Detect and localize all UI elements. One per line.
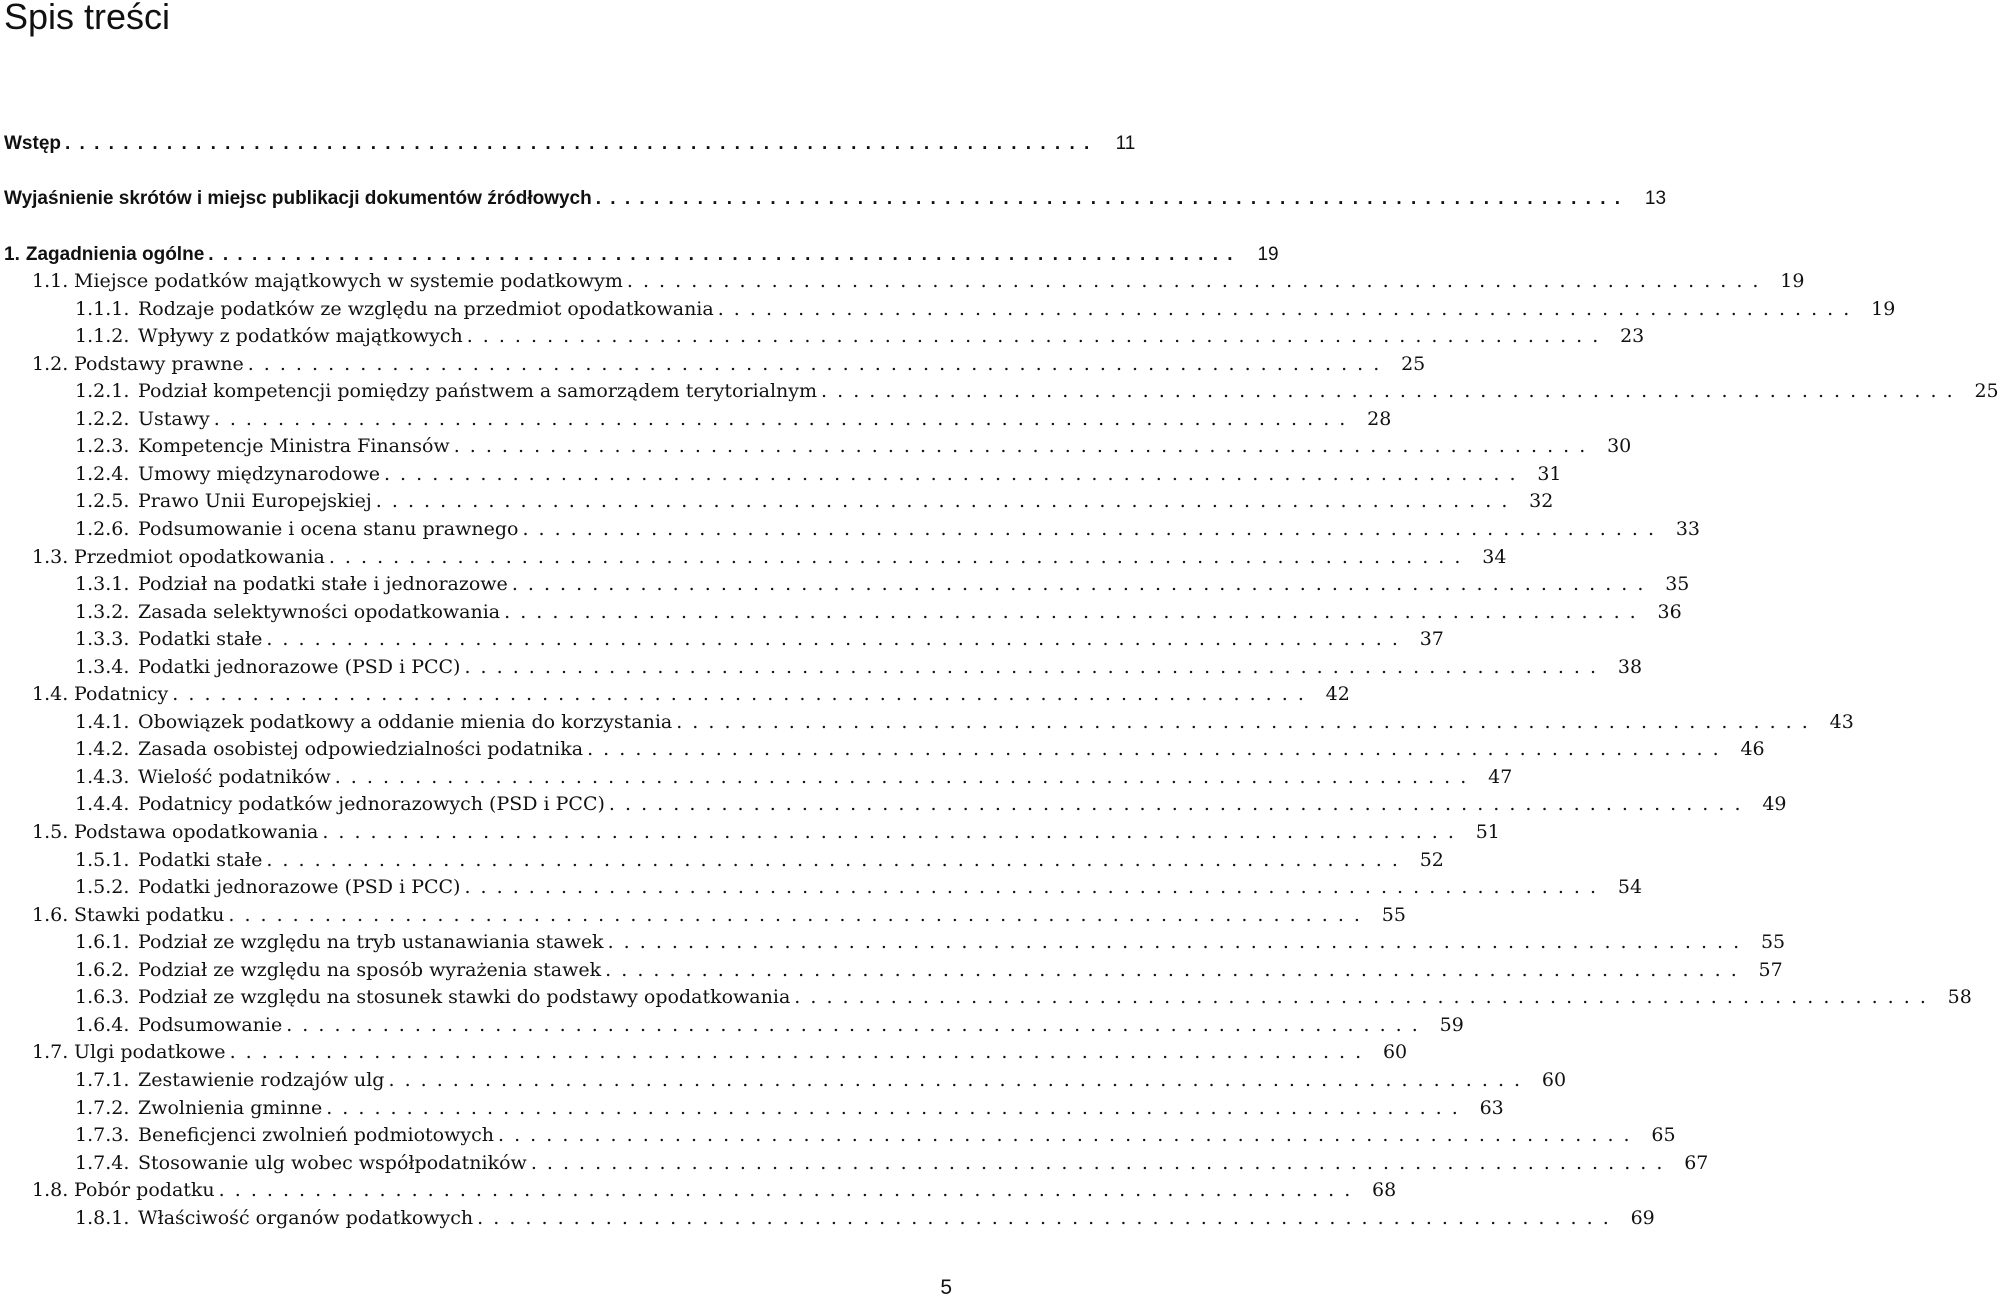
toc-entry-page: 25: [1401, 352, 1426, 375]
toc-entry[interactable]: [0, 516, 1701, 543]
toc-entry-label: Stawki podatku: [74, 903, 225, 926]
toc-entry-label: Beneficjenci zwolnień podmiotowych: [138, 1124, 494, 1147]
toc-entry-page: 69: [1630, 1206, 1655, 1229]
toc-entry-number: 1.4.2.: [75, 738, 130, 761]
dot-leader: [329, 544, 1461, 571]
toc-entry[interactable]: [0, 764, 1513, 791]
toc-entry-page: 63: [1479, 1096, 1504, 1119]
dot-leader: [718, 296, 1850, 323]
toc-entry[interactable]: [0, 1012, 1464, 1039]
toc-entry-label: Wyjaśnienie skrótów i miejsc publikacji dokumentów źródłowych: [4, 188, 592, 209]
toc-entry[interactable]: [0, 323, 1645, 350]
toc-entry-page: 67: [1684, 1151, 1709, 1174]
toc-entry-label: Obowiązek podatkowy a oddanie mienia do korzystania: [138, 710, 673, 733]
toc-entry-page: 55: [1760, 931, 1786, 954]
toc-entry[interactable]: [0, 984, 1972, 1011]
toc-entry-label: Podstawa opodatkowania: [74, 821, 319, 843]
toc-entry-label: Podział kompetencji pomiędzy państwem a samorządem terytorialnym: [138, 380, 818, 403]
toc-entry-page: 51: [1475, 821, 1500, 843]
toc-entry-label: Zestawienie rodzajów ulg: [138, 1068, 385, 1091]
toc-entry[interactable]: [0, 488, 1554, 515]
toc-entry-page: 54: [1617, 876, 1643, 899]
toc-entry-number: 1.4.: [32, 683, 69, 706]
toc-entry-number: 1.7.: [32, 1041, 69, 1064]
dot-leader: [248, 351, 1380, 378]
toc-entry-page: 42: [1325, 683, 1350, 706]
toc-entry[interactable]: [0, 902, 1406, 929]
toc-entry-page: 68: [1372, 1179, 1397, 1202]
toc-entry-label: Podatki stałe: [138, 848, 263, 871]
toc-entry-label: Wstęp: [4, 133, 61, 154]
toc-entry-number: 1.2.: [32, 352, 69, 375]
dot-leader: [228, 902, 1360, 929]
toc-entry-label: Podatnicy: [74, 683, 169, 706]
dot-leader: [384, 461, 1516, 488]
toc-entry-label: Prawo Unii Europejskiej: [138, 490, 372, 513]
toc-entry-number: 1.2.2.: [75, 407, 130, 430]
toc-entry-page: 58: [1947, 986, 1972, 1009]
toc-entry[interactable]: [0, 1122, 1676, 1149]
dot-leader: [266, 847, 1398, 874]
toc-entry-label: Podział ze względu na stosunek stawki do podstawy opodatkowania: [138, 986, 791, 1009]
toc-entry-page: 36: [1657, 600, 1682, 623]
dot-leader: [286, 1012, 1418, 1039]
toc-entry-number: 1.3.1.: [75, 573, 130, 596]
toc-entry-number: 1.2.4.: [75, 462, 130, 485]
toc-entry[interactable]: [0, 571, 1690, 598]
toc-entry[interactable]: [0, 709, 1854, 736]
toc-entry[interactable]: [0, 1039, 1408, 1066]
toc-entry[interactable]: [0, 544, 1507, 571]
toc-entry-label: Podział na podatki stałe i jednorazowe: [138, 573, 508, 596]
dot-leader: [454, 433, 1586, 460]
toc-entry-label: Pobór podatku: [74, 1179, 215, 1202]
dot-leader: [464, 874, 1596, 901]
toc-entry-label: Umowy międzynarodowe: [138, 462, 380, 485]
toc-entry[interactable]: [0, 1177, 1397, 1204]
dot-leader: [214, 406, 1346, 433]
toc-entry-number: 1.6.3.: [75, 986, 130, 1009]
toc-entry-page: 37: [1419, 628, 1444, 651]
toc-entry-page: 55: [1381, 903, 1406, 926]
dot-leader: [512, 571, 1644, 598]
toc-entry-label: Podatki jednorazowe (PSD i PCC): [138, 655, 461, 678]
dot-leader: [467, 323, 1599, 350]
dot-leader: [608, 929, 1740, 956]
toc-entry[interactable]: [0, 874, 1643, 901]
toc-entry-number: 1.7.3.: [75, 1124, 130, 1147]
toc-entry-number: 1.5.1.: [75, 848, 130, 871]
toc-entry[interactable]: [0, 378, 1999, 405]
toc-entry-page: 13: [1644, 188, 1667, 209]
toc-entry-page: 59: [1439, 1013, 1464, 1036]
toc-entry-label: Podział ze względu na sposób wyrażenia stawek: [138, 958, 602, 981]
toc-entry-number: 1.7.1.: [75, 1068, 130, 1091]
toc-entry-label: Podział ze względu na tryb ustanawiania stawek: [138, 931, 604, 954]
toc-entry[interactable]: [0, 1095, 1504, 1122]
toc-entry[interactable]: [0, 791, 1787, 818]
toc-entry-number: 1.8.: [32, 1179, 69, 1202]
dot-leader: [522, 516, 1654, 543]
toc-entry-number: 1.1.: [32, 270, 69, 292]
toc-entry-label: Podsumowanie: [138, 1013, 283, 1036]
dot-leader: [605, 957, 1737, 984]
toc-entry-number: 1.: [4, 244, 20, 265]
dot-leader: [627, 268, 1759, 295]
dot-leader: [498, 1122, 1630, 1149]
dot-leader: [587, 736, 1719, 763]
toc-entry[interactable]: [0, 185, 1667, 212]
dot-leader: [676, 709, 1808, 736]
toc-entry-label: Rodzaje podatków ze względu na przedmiot opodatkowania: [138, 297, 714, 320]
toc-entry-page: 33: [1675, 517, 1701, 540]
toc-entry[interactable]: [0, 1205, 1655, 1232]
toc-entry-number: 1.6.2.: [75, 958, 130, 981]
toc-entry[interactable]: [0, 957, 1783, 984]
toc-entry[interactable]: [0, 626, 1444, 653]
toc-entry-number: 1.7.2.: [75, 1096, 130, 1119]
toc-entry-page: 43: [1829, 710, 1854, 733]
toc-entry-label: Wielość podatników: [138, 765, 331, 788]
toc-entry[interactable]: [0, 599, 1682, 626]
toc-entry-number: 1.2.3.: [75, 435, 130, 458]
toc-entry[interactable]: [0, 819, 1500, 846]
toc-entry-number: 1.5.: [32, 821, 69, 843]
toc-entry-label: Podatnicy podatków jednorazowych (PSD i PCC): [138, 793, 605, 816]
toc-entry-page: 38: [1617, 655, 1643, 678]
dot-leader: [609, 791, 1741, 818]
dot-leader: [504, 599, 1636, 626]
toc-entry-page: 60: [1541, 1068, 1567, 1091]
toc-entry-page: 23: [1620, 325, 1645, 348]
toc-entry-label: Zwolnienia gminne: [138, 1096, 323, 1119]
dot-leader: [531, 1150, 1663, 1177]
dot-leader: [388, 1067, 1520, 1094]
toc-entry[interactable]: [0, 241, 1279, 268]
toc-entry-page: 30: [1607, 435, 1632, 458]
toc-entry[interactable]: [0, 654, 1643, 681]
toc-entry[interactable]: [0, 929, 1786, 956]
dot-leader: [794, 984, 1926, 1011]
toc-entry-number: 1.3.4.: [75, 655, 130, 678]
toc-entry-page: 49: [1762, 793, 1787, 816]
toc-entry[interactable]: [0, 736, 1765, 763]
dot-leader: [266, 626, 1398, 653]
toc-entry-number: 1.6.1.: [75, 931, 130, 954]
toc-entry-label: Podstawy prawne: [74, 352, 244, 375]
toc-entry[interactable]: [0, 268, 1805, 295]
toc-entry[interactable]: [0, 1067, 1567, 1094]
toc-entry-number: 1.4.4.: [75, 793, 130, 816]
dot-leader: [230, 1039, 1362, 1066]
toc-entry[interactable]: [0, 847, 1444, 874]
toc-entry-number: 1.4.1.: [75, 710, 130, 733]
toc-entry-number: 1.4.3.: [75, 765, 130, 788]
toc-entry-page: 19: [1871, 297, 1896, 320]
toc-entry[interactable]: [0, 1150, 1709, 1177]
toc-entry-label: Przedmiot opodatkowania: [74, 545, 325, 568]
toc-entry[interactable]: [0, 130, 1136, 157]
dot-leader: [821, 378, 1953, 405]
toc-entry-page: 52: [1419, 848, 1444, 871]
toc-entry[interactable]: [0, 681, 1350, 708]
toc-entry-label: Zagadnienia ogólne: [25, 244, 205, 265]
toc-entry-number: 1.6.: [32, 903, 69, 926]
page-number: 5: [940, 1276, 952, 1299]
toc-entry-label: Właściwość organów podatkowych: [138, 1206, 474, 1229]
toc-entry-page: 32: [1529, 490, 1554, 513]
toc-entry-page: 47: [1488, 765, 1513, 788]
toc-entry-page: 19: [1257, 244, 1279, 265]
dot-leader: [65, 130, 1089, 157]
toc-entry-label: Zasada selektywności opodatkowania: [138, 600, 501, 623]
toc-entry-page: 11: [1115, 133, 1136, 154]
toc-entry-page: 57: [1758, 958, 1783, 981]
toc-entry-label: Ustawy: [138, 407, 210, 430]
toc-entry-label: Miejsce podatków majątkowych w systemie podatkowym: [74, 270, 623, 292]
toc-entry-label: Podatki jednorazowe (PSD i PCC): [138, 876, 461, 899]
toc-entry-label: Wpływy z podatków majątkowych: [138, 325, 463, 348]
toc-entry-number: 1.3.3.: [75, 628, 130, 651]
toc-entry-number: 1.2.6.: [75, 517, 130, 540]
toc-entry-page: 60: [1382, 1041, 1408, 1064]
dot-leader: [326, 1095, 1458, 1122]
toc-entry-page: 31: [1537, 462, 1562, 485]
toc-entry[interactable]: [0, 296, 1896, 323]
toc-entry-number: 1.5.2.: [75, 876, 130, 899]
toc-entry-label: Ulgi podatkowe: [74, 1041, 226, 1064]
toc-entry-label: Podsumowanie i ocena stanu prawnego: [138, 517, 519, 540]
toc-entry-number: 1.3.2.: [75, 600, 130, 623]
page-title: Spis treści: [4, 0, 171, 37]
toc-entry-number: 1.8.1.: [75, 1206, 130, 1229]
toc-entry-page: 34: [1482, 545, 1507, 568]
toc-entry-label: Podatki stałe: [138, 628, 263, 651]
toc-entry-number: 1.7.4.: [75, 1151, 130, 1174]
toc-entry-label: Stosowanie ulg wobec współpodatników: [138, 1151, 527, 1174]
toc-entry[interactable]: [0, 433, 1632, 460]
toc-entry-label: Zasada osobistej odpowiedzialności podatnika: [138, 738, 584, 761]
toc-entry-number: 1.3.: [32, 545, 69, 568]
toc-entry-page: 19: [1780, 270, 1805, 292]
toc-entry[interactable]: [0, 351, 1426, 378]
toc-entry-page: 25: [1974, 380, 1999, 403]
toc-entry-number: 1.1.2.: [75, 325, 130, 348]
dot-leader: [596, 185, 1620, 212]
dot-leader: [335, 764, 1467, 791]
dot-leader: [477, 1205, 1609, 1232]
dot-leader: [208, 241, 1232, 268]
toc-entry-page: 46: [1740, 738, 1765, 761]
toc-entry-page: 35: [1665, 573, 1690, 596]
dot-leader: [464, 654, 1596, 681]
dot-leader: [172, 681, 1304, 708]
toc-entry-label: Kompetencje Ministra Finansów: [138, 435, 450, 458]
toc-entry-page: 65: [1651, 1124, 1676, 1147]
toc-entry-number: 1.1.1.: [75, 297, 130, 320]
toc-entry-number: 1.6.4.: [75, 1013, 130, 1036]
toc-entry-number: 1.2.5.: [75, 490, 130, 513]
toc-entry[interactable]: [0, 461, 1562, 488]
dot-leader: [376, 488, 1508, 515]
dot-leader: [219, 1177, 1351, 1204]
toc-entry-number: 1.2.1.: [75, 380, 130, 403]
toc-entry-page: 28: [1367, 407, 1392, 430]
toc-entry[interactable]: [0, 406, 1392, 433]
dot-leader: [322, 819, 1454, 846]
